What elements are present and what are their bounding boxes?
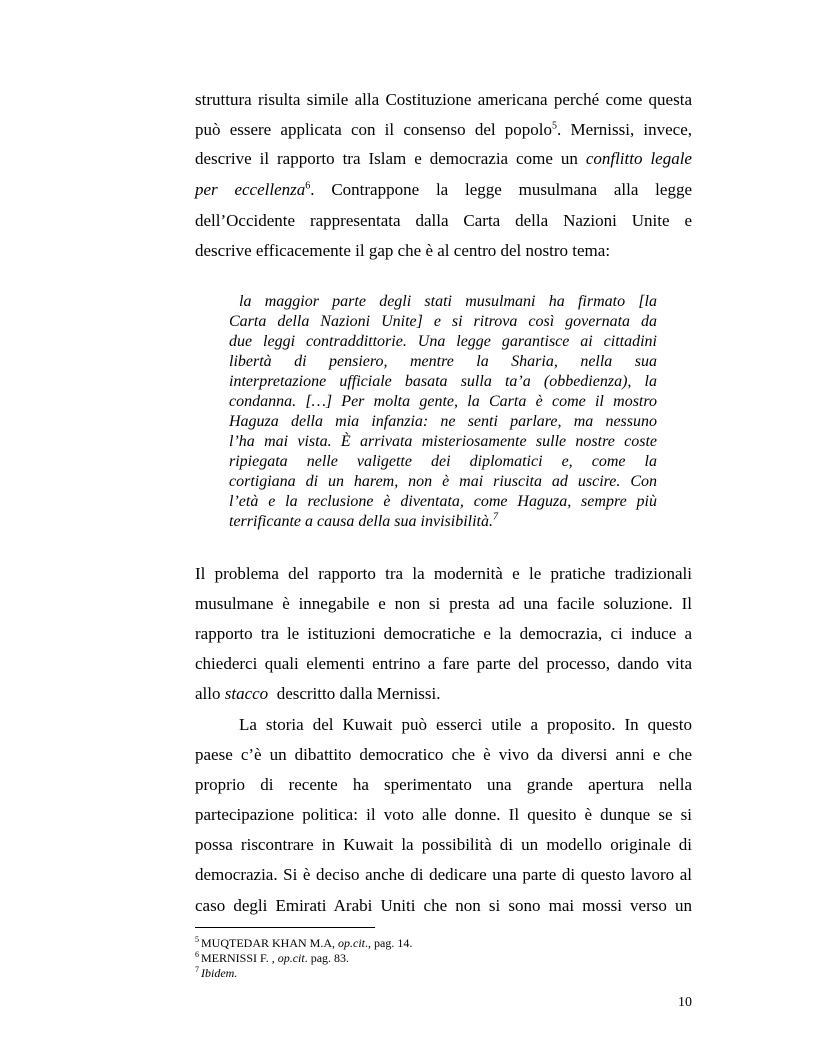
- body-line: caso degli Emirati Arabi Uniti che non si sono mai mossi verso un: [195, 896, 692, 915]
- body-line: musulmane è innegabile e non si presta ad una facile soluzione. Il: [195, 594, 692, 613]
- footnote: $^5$ MUQTEDAR KHAN M.A, op.cit., pag. 14.: [195, 935, 413, 950]
- quote-line: Carta della Nazioni Unite] e si ritrova così governata da: [229, 313, 657, 330]
- body-line: paese c’è un dibattito democratico che è vivo da diversi anni e che: [195, 745, 692, 764]
- quote-line: Haguza della mia infanzia: ne senti parlare, ma nessuno: [229, 413, 657, 430]
- quote-line: l’età e la reclusione è diventata, come Haguza, sempre più: [229, 493, 657, 510]
- footnote-ref[interactable]: 6: [305, 180, 311, 192]
- footnote: $^7$ Ibidem.: [195, 965, 238, 980]
- quote-line: ripiegata nelle valigette dei diplomatici e, come la: [229, 453, 657, 470]
- body-line: partecipazione politica: il voto alle donne. Il quesito è dunque se si: [195, 805, 692, 824]
- footnote: $^6$ MERNISSI F. , op.cit. pag. 83.: [195, 950, 350, 965]
- body-line: democrazia. Si è deciso anche di dedicare una parte di questo lavoro al: [195, 865, 692, 884]
- quote-line: interpretazione ufficiale basata sulla ta’a (obbedienza), la: [229, 373, 657, 390]
- quote-line: l’ha mai vista. È arrivata misteriosamente sulle nostre coste: [229, 433, 657, 450]
- footnote-separator: [195, 927, 375, 928]
- body-line: proprio di recente ha sperimentato una grande apertura nella: [195, 775, 692, 794]
- quote-line: due leggi contraddittorie. Una legge garantisce ai cittadini: [229, 333, 657, 350]
- quote-line: terrificante a causa della sua invisibilità.$^7$: [229, 511, 498, 530]
- footnote-ref[interactable]: 5: [552, 120, 558, 132]
- quote-line: condanna. […] Per molta gente, la Carta è come il mostro: [229, 393, 657, 410]
- body-line: struttura risulta simile alla Costituzione americana perché come questa: [195, 90, 692, 109]
- footnote-ref[interactable]: 7: [492, 511, 498, 523]
- quote-line: libertà di pensiero, mentre la Sharia, nella sua: [229, 353, 657, 370]
- body-line: chiederci quali elementi entrino a fare parte del processo, dando vita: [195, 654, 692, 673]
- body-line: rapporto tra le istituzioni democratiche e la democrazia, ci induce a: [195, 624, 692, 643]
- page-number: 10: [678, 995, 692, 1010]
- body-line: Il problema del rapporto tra la modernità e le pratiche tradizionali: [195, 564, 692, 583]
- body-line: dell’Occidente rappresentata dalla Carta della Nazioni Unite e: [195, 211, 692, 230]
- body-line: descrive il rapporto tra Islam e democrazia come un conflitto legale: [195, 149, 692, 168]
- body-line: possa riscontrare in Kuwait la possibilità di un modello originale di: [195, 835, 692, 854]
- quote-line: la maggior parte degli stati musulmani ha firmato [la: [239, 293, 657, 310]
- body-line: può essere applicata con il consenso del popolo$^5$. Mernissi, invece,: [195, 120, 693, 139]
- body-line: descrive efficacemente il gap che è al centro del nostro tema:: [195, 241, 611, 260]
- body-line: allo stacco descritto dalla Mernissi.: [195, 684, 441, 703]
- body-line: per eccellenza$^6$. Contrappone la legge musulmana alla legge: [195, 180, 693, 199]
- body-line: La storia del Kuwait può esserci utile a proposito. In questo: [239, 715, 692, 734]
- quote-line: cortigiana di un harem, non è mai riuscita ad uscire. Con: [229, 473, 657, 490]
